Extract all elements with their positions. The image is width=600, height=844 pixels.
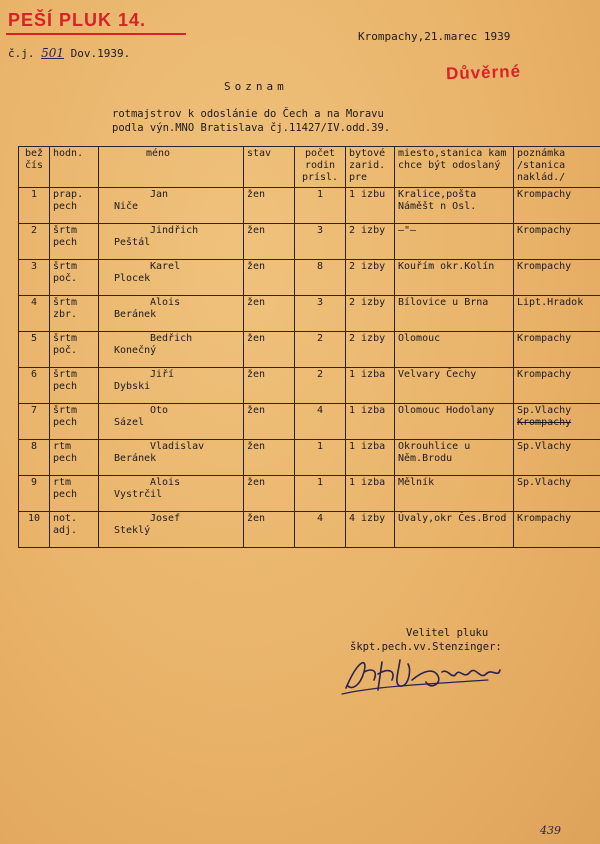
- place-date: Krompachy,21.marec 1939: [358, 30, 511, 43]
- cell-bytove: 2 izby: [346, 260, 395, 296]
- last-name: Dybski: [114, 381, 151, 392]
- cell-hodn: rtm pech: [50, 440, 99, 476]
- first-name: Oto: [150, 405, 169, 416]
- cell-miesto: Velvary Čechy: [395, 368, 514, 404]
- header-meno-label: méno: [146, 148, 171, 159]
- cell-meno: [99, 296, 244, 332]
- table-row: [19, 260, 600, 296]
- cell-hodn: šrtm pech: [50, 224, 99, 260]
- table-row: [19, 188, 600, 224]
- cell-cis: 6: [19, 368, 50, 404]
- cell-hodn: prap. pech: [50, 188, 99, 224]
- cell-cis: 10: [19, 512, 50, 548]
- cell-poznamka: [514, 404, 600, 440]
- table-row: [19, 512, 600, 548]
- cell-bytove: 2 izby: [346, 224, 395, 260]
- cell-meno: [99, 368, 244, 404]
- cell-meno: [99, 404, 244, 440]
- header-underline: [6, 33, 186, 35]
- cell-miesto: Okrouhlice u Něm.Brodu: [395, 440, 514, 476]
- cell-poznamka: [514, 224, 600, 260]
- table-row: [19, 332, 600, 368]
- signature-title: Velitel pluku: [406, 627, 489, 639]
- signature-name: škpt.pech.vv.Stenzinger:: [350, 641, 502, 653]
- cell-stav: žen: [244, 476, 295, 512]
- cell-miesto: Kralice,pošta Náměšt n Osl.: [395, 188, 514, 224]
- cell-poznamka: [514, 188, 600, 224]
- cell-cis: 5: [19, 332, 50, 368]
- table-row: [19, 368, 600, 404]
- cell-poznamka: [514, 260, 600, 296]
- last-name: Beránek: [114, 453, 157, 464]
- subtitle-line-2: podla výn.MNO Bratislava čj.11427/IV.odd.39.: [112, 122, 391, 134]
- header-pocet: počet rodin prísl.: [295, 147, 346, 188]
- cell-poznamka: [514, 296, 600, 332]
- cell-poznamka: [514, 512, 600, 548]
- cell-meno: [99, 332, 244, 368]
- cell-bytove: 1 izba: [346, 404, 395, 440]
- cell-cis: 8: [19, 440, 50, 476]
- cell-hodn: šrtm pech: [50, 404, 99, 440]
- poznamka-value: Sp.Vlachy: [517, 405, 572, 416]
- cell-stav: žen: [244, 296, 295, 332]
- cell-bytove: 4 izby: [346, 512, 395, 548]
- last-name: Sázel: [114, 417, 145, 428]
- cell-hodn: rtm pech: [50, 476, 99, 512]
- last-name: Beránek: [114, 309, 157, 320]
- cell-pocet: 4: [295, 404, 346, 440]
- cell-cis: 4: [19, 296, 50, 332]
- last-name: Niče: [114, 201, 139, 212]
- cell-pocet: 3: [295, 296, 346, 332]
- cell-stav: žen: [244, 440, 295, 476]
- regiment-header: PEŠÍ PLUK 14.: [8, 10, 147, 30]
- confidential-stamp: Důvěrné: [445, 61, 522, 84]
- poznamka-value: Krompachy: [517, 225, 572, 236]
- cell-cis: 3: [19, 260, 50, 296]
- cell-stav: žen: [244, 404, 295, 440]
- first-name: Alois: [150, 297, 181, 308]
- reference-number: [8, 46, 130, 60]
- subtitle-line-1: rotmajstrov k odoslánie do Čech a na Moravu: [112, 108, 384, 120]
- poznamka-value: Krompachy: [517, 513, 572, 524]
- cell-pocet: 1: [295, 188, 346, 224]
- cell-miesto: Olomouc: [395, 332, 514, 368]
- poznamka-value: Krompachy: [517, 369, 572, 380]
- cell-cis: 7: [19, 404, 50, 440]
- cell-hodn: šrtm zbr.: [50, 296, 99, 332]
- cell-meno: [99, 512, 244, 548]
- cell-bytove: 2 izby: [346, 332, 395, 368]
- cell-stav: žen: [244, 368, 295, 404]
- last-name: Plocek: [114, 273, 151, 284]
- first-name: Karel: [150, 261, 181, 272]
- last-name: Steklý: [114, 525, 151, 536]
- cell-meno: [99, 476, 244, 512]
- cell-cis: 2: [19, 224, 50, 260]
- cell-stav: žen: [244, 332, 295, 368]
- header-poznamka: poznámka /stanica naklád./: [514, 147, 600, 188]
- cell-hodn: not. adj.: [50, 512, 99, 548]
- cell-hodn: šrtm pech: [50, 368, 99, 404]
- poznamka-value: Sp.Vlachy: [517, 477, 572, 488]
- cell-meno: [99, 224, 244, 260]
- ref-prefix: č.j.: [8, 47, 35, 60]
- cell-miesto: Kouřím okr.Kolín: [395, 260, 514, 296]
- last-name: Konečný: [114, 345, 157, 356]
- table-header-row: [19, 147, 600, 188]
- last-name: Peštál: [114, 237, 151, 248]
- handwritten-signature: [338, 650, 508, 698]
- cell-poznamka: [514, 440, 600, 476]
- header-stav: stav: [244, 147, 295, 188]
- poznamka-value: Krompachy: [517, 261, 572, 272]
- cell-cis: 9: [19, 476, 50, 512]
- first-name: Vladislav: [150, 441, 205, 452]
- header-meno: [99, 147, 244, 188]
- table-row: [19, 296, 600, 332]
- header-hodn: hodn.: [50, 147, 99, 188]
- cell-hodn: šrtm poč.: [50, 260, 99, 296]
- document-title: Soznam: [224, 80, 288, 93]
- cell-pocet: 1: [295, 476, 346, 512]
- first-name: Jindřich: [150, 225, 199, 236]
- cell-bytove: 1 izba: [346, 440, 395, 476]
- poznamka-value: Lipt.Hradok: [517, 297, 584, 308]
- cell-cis: 1: [19, 188, 50, 224]
- cell-stav: žen: [244, 188, 295, 224]
- cell-bytove: 1 izba: [346, 368, 395, 404]
- cell-miesto: Mělník: [395, 476, 514, 512]
- cell-pocet: 2: [295, 332, 346, 368]
- first-name: Alois: [150, 477, 181, 488]
- cell-poznamka: [514, 332, 600, 368]
- table-row: [19, 404, 600, 440]
- cell-miesto: Bílovice u Brna: [395, 296, 514, 332]
- cell-meno: [99, 188, 244, 224]
- first-name: Jan: [150, 189, 169, 200]
- cell-miesto: Olomouc Hodolany: [395, 404, 514, 440]
- first-name: Jiří: [150, 369, 175, 380]
- cell-pocet: 1: [295, 440, 346, 476]
- cell-bytove: 1 izba: [346, 476, 395, 512]
- ref-suffix: Dov.1939.: [70, 47, 131, 60]
- document-subtitle: [112, 107, 390, 135]
- header-bytove: bytové zarid. pre: [346, 147, 395, 188]
- cell-bytove: 1 izbu: [346, 188, 395, 224]
- cell-poznamka: [514, 368, 600, 404]
- cell-poznamka: [514, 476, 600, 512]
- cell-miesto: Úvaly,okr Čes.Brod: [395, 512, 514, 548]
- table-row: [19, 224, 600, 260]
- page-number: 439: [540, 824, 561, 837]
- cell-stav: žen: [244, 512, 295, 548]
- poznamka-value: Krompachy: [517, 189, 572, 200]
- table-row: [19, 476, 600, 512]
- cell-bytove: 2 izby: [346, 296, 395, 332]
- cell-pocet: 2: [295, 368, 346, 404]
- table-row: [19, 440, 600, 476]
- last-name: Vystrčil: [114, 489, 163, 500]
- cell-stav: žen: [244, 260, 295, 296]
- cell-pocet: 3: [295, 224, 346, 260]
- personnel-table: [18, 146, 600, 548]
- poznamka-value: Sp.Vlachy: [517, 441, 572, 452]
- header-miesto: miesto,stanica kam chce být odoslaný: [395, 147, 514, 188]
- first-name: Bedřich: [150, 333, 193, 344]
- header-cis: bež čís: [19, 147, 50, 188]
- cell-miesto: —"—: [395, 224, 514, 260]
- cell-hodn: šrtm poč.: [50, 332, 99, 368]
- poznamka-struck: Krompachy: [517, 417, 572, 428]
- poznamka-value: Krompachy: [517, 333, 572, 344]
- first-name: Josef: [150, 513, 181, 524]
- cell-meno: [99, 260, 244, 296]
- cell-pocet: 8: [295, 260, 346, 296]
- ref-number: 501: [41, 46, 65, 60]
- cell-pocet: 4: [295, 512, 346, 548]
- cell-meno: [99, 440, 244, 476]
- cell-stav: žen: [244, 224, 295, 260]
